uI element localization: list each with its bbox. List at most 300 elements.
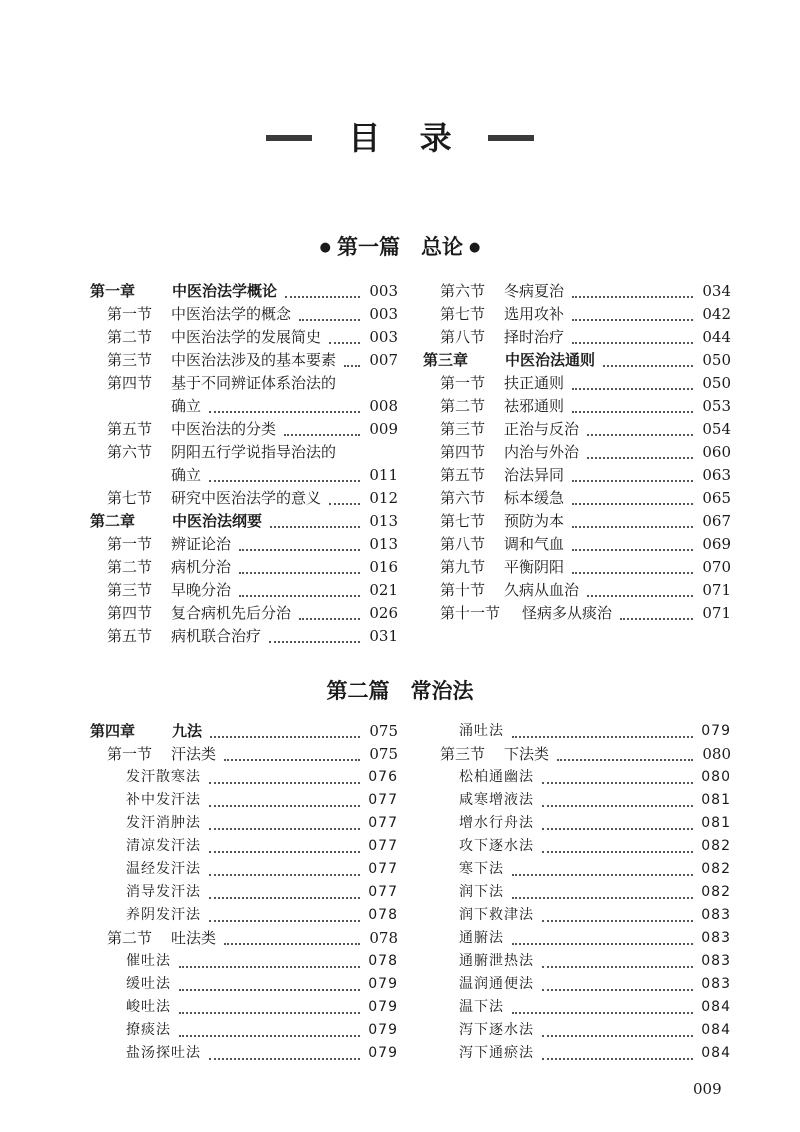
toc-section-number: 第四节: [107, 374, 153, 392]
toc-method-row: [90, 996, 398, 1019]
toc-entry-title: 通腑法: [459, 930, 504, 946]
toc-section-row: [423, 556, 731, 579]
toc-section-number: 第四节: [107, 604, 153, 622]
toc-entry-title: 润下法: [459, 884, 504, 900]
toc-page-number: 082: [701, 884, 731, 900]
dot-leader: [179, 962, 360, 968]
toc-entry-title: 撩痰法: [126, 1022, 171, 1038]
toc-section-row: [423, 533, 731, 556]
toc-entry-title: 研究中医治法学的意义: [171, 489, 322, 507]
toc-page-number: 082: [701, 838, 731, 854]
toc-page-number: 079: [701, 723, 731, 739]
toc-section-row: [90, 533, 398, 556]
toc-entry-label: [126, 973, 171, 996]
toc-page-number: 044: [702, 328, 731, 346]
toc-page-number: 065: [702, 489, 731, 507]
toc-entry-label: [459, 720, 504, 743]
toc-entry-label: [440, 510, 564, 533]
toc-entry-title: 温润通便法: [459, 976, 534, 992]
toc-section-row: [423, 743, 731, 766]
toc-section-row: [90, 395, 398, 418]
dot-leader: [572, 545, 693, 551]
toc-method-row: [90, 812, 398, 835]
toc-method-row: [423, 858, 731, 881]
toc-entry-title: 松柏通幽法: [459, 769, 534, 785]
toc-entry-title: 缓吐法: [126, 976, 171, 992]
toc-section-row: [423, 464, 731, 487]
toc-page-number: 079: [368, 976, 398, 992]
dot-leader: [542, 847, 693, 853]
toc-section-row: [90, 927, 398, 950]
toc-indent-spacer: [107, 395, 171, 418]
toc-entry-title: 九法: [172, 722, 203, 740]
dot-leader: [512, 1008, 693, 1014]
dot-leader: [209, 801, 360, 807]
toc-method-row: [423, 835, 731, 858]
toc-section-number: 第二节: [107, 328, 153, 346]
toc-entry-title: 消导发汗法: [126, 884, 201, 900]
toc-page-number: 042: [702, 305, 731, 323]
dot-leader: [270, 522, 360, 528]
toc-page-number: 071: [702, 581, 731, 599]
dot-leader: [572, 499, 693, 505]
part1-heading: [0, 232, 800, 266]
dot-leader: [542, 1031, 693, 1037]
toc-entry-label: [126, 996, 171, 1019]
dot-leader: [603, 361, 693, 367]
toc-section-number: 第三节: [107, 351, 153, 369]
toc-section-row: [423, 326, 731, 349]
toc-page-number: 026: [369, 604, 398, 622]
toc-page-number: 077: [368, 861, 398, 877]
toc-entry-label: [440, 743, 549, 766]
toc-entry-title: 久病从血治: [504, 581, 580, 599]
toc-entry-title: 寒下法: [459, 861, 504, 877]
dot-leader: [209, 916, 360, 922]
toc-entry-label: [459, 1042, 534, 1065]
toc-entry-title: 平衡阴阳: [504, 558, 565, 576]
toc-entry-title: 发汗散寒法: [126, 769, 201, 785]
toc-section-number: 第六节: [107, 443, 153, 461]
dot-leader: [210, 732, 360, 738]
toc-method-row: [90, 789, 398, 812]
toc-entry-label: [440, 303, 564, 326]
toc-entry-label: [440, 418, 579, 441]
toc-section-number: 第五节: [107, 420, 153, 438]
toc-method-row: [423, 950, 731, 973]
toc-entry-label: [107, 556, 231, 579]
toc-entry-label: [440, 556, 564, 579]
toc-entry-title: 泻下逐水法: [459, 1022, 534, 1038]
toc-page-number: 013: [369, 535, 398, 553]
toc-section-row: [423, 487, 731, 510]
toc-section-row: [423, 418, 731, 441]
toc-entry-title: 攻下逐水法: [459, 838, 534, 854]
toc-section-row: [90, 487, 398, 510]
toc-page-number: 084: [701, 1045, 731, 1061]
toc-entry-title: 内治与外治: [504, 443, 580, 461]
toc-section-row: [423, 441, 731, 464]
toc-entry-title: 病机联合治疗: [171, 627, 262, 645]
toc-entry-title: 盐汤探吐法: [126, 1045, 201, 1061]
toc-page-number: 011: [369, 466, 398, 484]
dot-leader: [179, 1008, 360, 1014]
toc-entry-title: 涌吐法: [459, 723, 504, 739]
dot-leader: [209, 778, 360, 784]
dot-leader: [239, 568, 360, 574]
toc-method-row: [423, 1019, 731, 1042]
toc-section-row: [90, 464, 398, 487]
toc-entry-title: 择时治疗: [504, 328, 565, 346]
toc-section-number: 第五节: [440, 466, 486, 484]
part1-title: 第一篇 总论: [337, 234, 463, 259]
dot-leader: [512, 939, 693, 945]
toc-entry-title: 汗法类: [171, 745, 217, 763]
dot-leader: [284, 430, 360, 436]
toc-entry-label: [423, 349, 595, 372]
title-right-bar: [488, 135, 534, 141]
bullet-icon: ●: [469, 240, 481, 255]
dot-leader: [179, 1031, 360, 1037]
toc-entry-label: [107, 395, 201, 418]
toc-page-number: 003: [369, 305, 398, 323]
toc-method-row: [423, 927, 731, 950]
dot-leader: [542, 985, 693, 991]
toc-section-number: 第一节: [107, 535, 153, 553]
toc-method-row: [423, 812, 731, 835]
toc-entry-label: [90, 510, 262, 533]
toc-entry-title: 选用攻补: [504, 305, 565, 323]
toc-page-number: 063: [702, 466, 731, 484]
toc-entry-label: [440, 280, 564, 303]
toc-section-number: 第六节: [440, 282, 486, 300]
toc-section-number: 第一节: [440, 374, 486, 392]
toc-page-number: 050: [702, 351, 731, 369]
dot-leader: [209, 893, 360, 899]
toc-entry-title: 发汗消肿法: [126, 815, 201, 831]
toc-indent-spacer: [107, 464, 171, 487]
dot-leader: [587, 591, 693, 597]
toc-method-row: [423, 766, 731, 789]
toc-method-row: [423, 1042, 731, 1065]
dot-leader: [239, 545, 360, 551]
dot-leader: [209, 824, 360, 830]
dot-leader: [512, 870, 693, 876]
toc-section-number: 第八节: [440, 535, 486, 553]
part2-title: 第二篇 常治法: [326, 678, 474, 703]
dot-leader: [572, 292, 693, 298]
toc-page-number: 008: [369, 397, 398, 415]
toc-entry-label: [459, 904, 534, 927]
toc-entry-title: 辨证论治: [171, 535, 232, 553]
toc-entry-title: 确立: [171, 397, 202, 415]
toc-section-row: [423, 395, 731, 418]
title-left-bar: [266, 135, 312, 141]
toc-page-number: 080: [702, 745, 731, 763]
dot-leader: [299, 614, 360, 620]
toc-entry-title: 早晚分治: [171, 581, 232, 599]
toc-method-row: [423, 904, 731, 927]
toc-section-number: 第一章: [90, 282, 136, 300]
toc-entry-label: [107, 464, 201, 487]
toc-column-part2-left: [90, 720, 398, 1065]
toc-method-row: [423, 720, 731, 743]
toc-page-number: 075: [369, 722, 398, 740]
toc-entry-label: [440, 464, 564, 487]
toc-page-number: 034: [702, 282, 731, 300]
toc-entry-title: 病机分治: [171, 558, 232, 576]
dot-leader: [620, 614, 693, 620]
toc-page-number: 078: [368, 953, 398, 969]
toc-entry-label: [107, 743, 216, 766]
dot-leader: [224, 939, 360, 945]
toc-page-number: 060: [702, 443, 731, 461]
toc-entry-label: [440, 487, 564, 510]
toc-section-row: [90, 349, 398, 372]
toc-entry-title: 复合病机先后分治: [171, 604, 292, 622]
toc-entry-label: [90, 720, 202, 743]
dot-leader: [542, 962, 693, 968]
toc-entry-label: [126, 812, 201, 835]
toc-entry-label: [459, 789, 534, 812]
toc-method-row: [90, 766, 398, 789]
dot-leader: [572, 384, 693, 390]
toc-page-number: 071: [702, 604, 731, 622]
toc-entry-title: 治法异同: [504, 466, 565, 484]
toc-page-number: 082: [701, 861, 731, 877]
toc-page-number: 070: [702, 558, 731, 576]
toc-entry-title: 祛邪通则: [504, 397, 565, 415]
toc-entry-label: [126, 766, 201, 789]
toc-page-number: 083: [701, 930, 731, 946]
dot-leader: [572, 522, 693, 528]
toc-method-row: [423, 996, 731, 1019]
toc-page-number: 079: [368, 1045, 398, 1061]
toc-entry-title: 中医治法纲要: [172, 512, 263, 530]
toc-entry-label: [459, 1019, 534, 1042]
dot-leader: [224, 755, 360, 761]
bullet-icon: ●: [319, 240, 331, 255]
dot-leader: [209, 1054, 360, 1060]
toc-page-number: 003: [369, 328, 398, 346]
toc-method-row: [423, 881, 731, 904]
toc-section-row: [423, 579, 731, 602]
toc-entry-label: [459, 766, 534, 789]
toc-method-row: [90, 1042, 398, 1065]
toc-section-row: [90, 441, 398, 464]
toc-entry-title: 通腑泄热法: [459, 953, 534, 969]
toc-page-number: 083: [701, 976, 731, 992]
toc-section-number: 第三章: [423, 351, 469, 369]
toc-entry-label: [107, 602, 291, 625]
toc-entry-title: 中医治法涉及的基本要素: [171, 351, 337, 369]
toc-entry-label: [107, 533, 231, 556]
dot-leader: [344, 361, 360, 367]
toc-entry-label: [459, 835, 534, 858]
toc-section-number: 第八节: [440, 328, 486, 346]
toc-method-row: [90, 881, 398, 904]
toc-entry-label: [459, 973, 534, 996]
toc-method-row: [90, 858, 398, 881]
toc-entry-label: [440, 579, 579, 602]
toc-entry-label: [107, 487, 321, 510]
dot-leader: [299, 315, 360, 321]
toc-entry-label: [126, 835, 201, 858]
dot-leader: [269, 637, 360, 643]
toc-page-number: 079: [368, 1022, 398, 1038]
toc-chapter-row: [90, 720, 398, 743]
toc-page-number: 077: [368, 838, 398, 854]
toc-section-number: 第十一节: [440, 604, 501, 622]
toc-entry-label: [440, 326, 564, 349]
dot-leader: [179, 985, 360, 991]
dot-leader: [209, 407, 360, 413]
toc-section-number: 第一节: [107, 745, 153, 763]
toc-section-number: 第三节: [440, 420, 486, 438]
dot-leader: [587, 453, 693, 459]
toc-entry-label: [126, 858, 201, 881]
toc-entry-label: [126, 789, 201, 812]
toc-entry-label: [107, 625, 261, 648]
toc-section-number: 第十节: [440, 581, 486, 599]
toc-title: [0, 118, 800, 158]
toc-page-number: 075: [369, 745, 398, 763]
toc-page-number: 078: [369, 929, 398, 947]
toc-entry-title: 阴阳五行学说指导治法的: [171, 443, 337, 461]
toc-page-number: 081: [701, 792, 731, 808]
toc-section-row: [90, 326, 398, 349]
dot-leader: [557, 755, 693, 761]
toc-entry-label: [107, 579, 231, 602]
toc-entry-label: [126, 1042, 201, 1065]
toc-entry-label: [126, 881, 201, 904]
toc-column-part2-right: [423, 720, 731, 1065]
toc-section-number: 第三节: [440, 745, 486, 763]
toc-entry-title: 中医治法学的概念: [171, 305, 292, 323]
toc-page-number: 080: [701, 769, 731, 785]
toc-entry-title: 扶正通则: [504, 374, 565, 392]
toc-entry-title: 冬病夏治: [504, 282, 565, 300]
toc-entry-title: 温经发汗法: [126, 861, 201, 877]
toc-entry-label: [459, 812, 534, 835]
toc-section-number: 第四节: [440, 443, 486, 461]
toc-page-number: 003: [369, 282, 398, 300]
toc-section-row: [423, 510, 731, 533]
toc-page-number: 081: [701, 815, 731, 831]
dot-leader: [209, 847, 360, 853]
toc-section-row: [423, 280, 731, 303]
dot-leader: [542, 801, 693, 807]
toc-section-row: [90, 602, 398, 625]
toc-column-part1-left: [90, 280, 398, 648]
dot-leader: [285, 292, 360, 298]
toc-entry-label: [107, 303, 291, 326]
toc-entry-label: [459, 927, 504, 950]
toc-page-number: 069: [702, 535, 731, 553]
toc-entry-label: [459, 858, 504, 881]
toc-method-row: [90, 973, 398, 996]
dot-leader: [329, 338, 360, 344]
toc-method-row: [423, 789, 731, 812]
toc-entry-title: 调和气血: [504, 535, 565, 553]
dot-leader: [239, 591, 360, 597]
toc-entry-label: [107, 372, 336, 395]
toc-entry-label: [440, 372, 564, 395]
toc-page-number: 077: [368, 792, 398, 808]
toc-entry-title: 标本缓急: [504, 489, 565, 507]
dot-leader: [587, 430, 693, 436]
toc-section-row: [90, 743, 398, 766]
toc-entry-label: [126, 950, 171, 973]
toc-entry-title: 怪病多从痰治: [522, 604, 613, 622]
toc-section-row: [90, 372, 398, 395]
toc-page-number: 050: [702, 374, 731, 392]
toc-page-number: 012: [369, 489, 398, 507]
dot-leader: [542, 824, 693, 830]
toc-page-number: 016: [369, 558, 398, 576]
dot-leader: [572, 315, 693, 321]
toc-page-number: 053: [702, 397, 731, 415]
toc-page-number: 007: [369, 351, 398, 369]
toc-method-row: [90, 1019, 398, 1042]
toc-section-number: 第六节: [440, 489, 486, 507]
dot-leader: [572, 476, 693, 482]
toc-entry-title: 咸寒增液法: [459, 792, 534, 808]
dot-leader: [209, 476, 360, 482]
toc-entry-title: 清凉发汗法: [126, 838, 201, 854]
dot-leader: [329, 499, 360, 505]
toc-page-number: 083: [701, 953, 731, 969]
toc-entry-title: 正治与反治: [504, 420, 580, 438]
toc-page-number: 076: [368, 769, 398, 785]
toc-entry-label: [459, 950, 534, 973]
toc-section-number: 第九节: [440, 558, 486, 576]
toc-entry-title: 中医治法学概论: [172, 282, 278, 300]
toc-entry-title: 下法类: [504, 745, 550, 763]
toc-section-row: [90, 556, 398, 579]
toc-column-part1-right: [423, 280, 731, 625]
toc-page-number: 054: [702, 420, 731, 438]
toc-section-number: 第三节: [107, 581, 153, 599]
toc-page-number: 079: [368, 999, 398, 1015]
toc-entry-label: [126, 904, 201, 927]
toc-entry-title: 增水行舟法: [459, 815, 534, 831]
toc-entry-label: [107, 326, 321, 349]
toc-chapter-row: [90, 280, 398, 303]
toc-section-number: 第二节: [107, 558, 153, 576]
toc-section-number: 第四章: [90, 722, 136, 740]
toc-page-number: 077: [368, 815, 398, 831]
toc-page-number: 067: [702, 512, 731, 530]
toc-entry-title: 确立: [171, 466, 202, 484]
title-text: 目 录: [348, 119, 466, 157]
toc-entry-label: [107, 927, 216, 950]
toc-chapter-row: [423, 349, 731, 372]
toc-page-number: 077: [368, 884, 398, 900]
dot-leader: [542, 1054, 693, 1060]
toc-chapter-row: [90, 510, 398, 533]
dot-leader: [572, 338, 693, 344]
dot-leader: [542, 778, 693, 784]
toc-section-number: 第一节: [107, 305, 153, 323]
toc-section-row: [423, 303, 731, 326]
toc-section-row: [90, 625, 398, 648]
part2-heading: [0, 676, 800, 706]
toc-page-number: 084: [701, 999, 731, 1015]
toc-method-row: [90, 950, 398, 973]
toc-entry-title: 峻吐法: [126, 999, 171, 1015]
toc-page-number: 009: [369, 420, 398, 438]
